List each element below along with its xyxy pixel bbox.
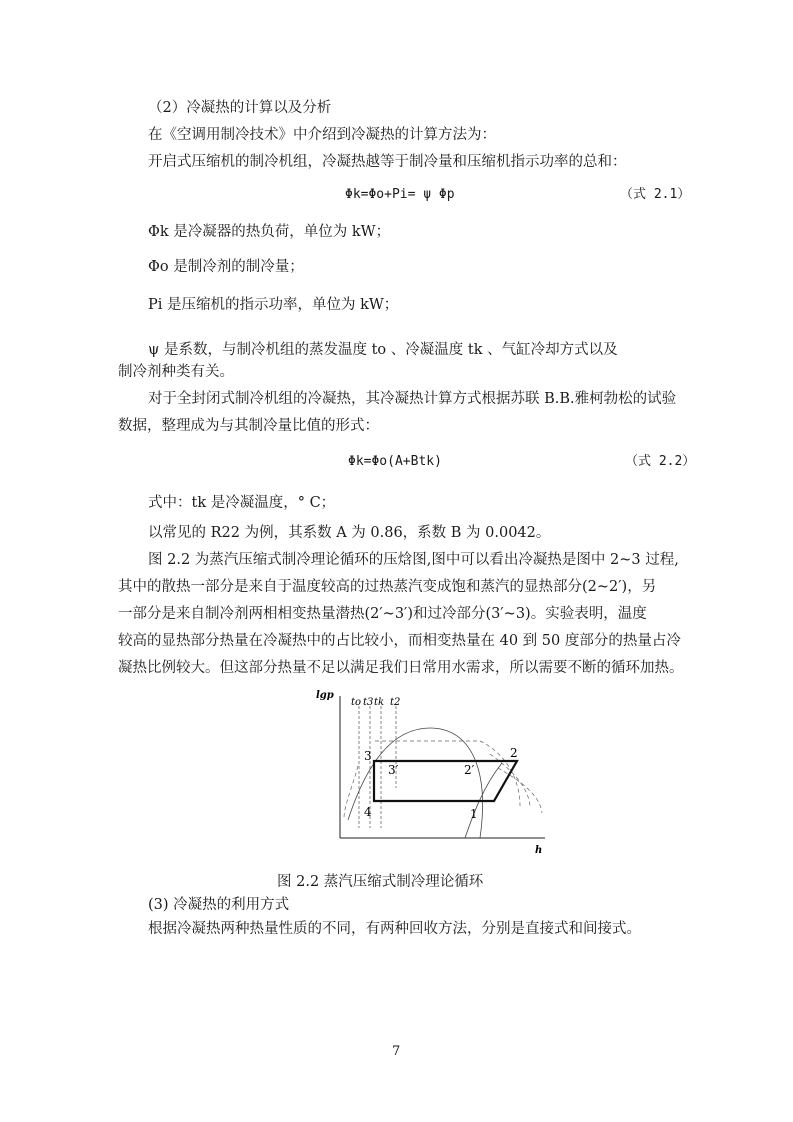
equation-2-1: Φk=Φo+Pi= ψ Φp [345, 187, 455, 202]
equation-2-1-label: （式 2.1） [620, 187, 691, 202]
definition-psi-line2: 制冷剂种类有关。 [118, 364, 234, 380]
definition-phi-k: Φk 是冷凝器的热负荷，单位为 kW； [148, 224, 391, 240]
point-label-3-prime: 3′ [388, 763, 399, 777]
paragraph-figure-line2: 其中的散热一部分是来自于温度较高的过热蒸汽变成饱和蒸汽的显热部分(2~2′)，另 [118, 579, 657, 595]
paragraph-recovery: 根据冷凝热两种热量性质的不同，有两种回收方法，分别是直接式和间接式。 [148, 921, 641, 937]
temp-label-t3: t3 [363, 697, 374, 708]
definition-pi: Pi 是压缩机的指示功率，单位为 kW； [148, 297, 399, 313]
dashed-superheat-3 [498, 768, 542, 813]
definition-psi-line1: ψ 是系数，与制冷机组的蒸发温度 to 、冷凝温度 tk 、气缸冷却方式以及 [148, 342, 618, 358]
paragraph-open-compressor: 开启式压缩机的制冷机组，冷凝热越等于制冷量和压缩机指示功率的总和： [148, 154, 627, 170]
paragraph-figure-line4: 较高的显热部分热量在冷凝热中的占比较小，而相变热量在 40 到 50 度部分的热量占冷 [118, 633, 681, 649]
paragraph-hermetic-line2: 数据，整理成为与其制冷量比值的形式： [118, 418, 379, 434]
section-heading: （2）冷凝热的计算以及分析 [148, 100, 332, 116]
point-label-2: 2 [510, 746, 518, 760]
y-axis-label: lgp [316, 690, 334, 701]
temp-label-tk: tk [374, 697, 385, 708]
page-number: 7 [392, 1044, 401, 1059]
saturation-dome [348, 728, 483, 838]
paragraph-intro: 在《空调用制冷技术》中介绍到冷凝热的计算方法为： [148, 127, 496, 143]
point-label-4: 4 [364, 805, 372, 819]
ph-diagram [316, 688, 550, 858]
paragraph-figure-line3: 一部分是来自制冷剂两相相变热量潜热(2′~3′)和过冷部分(3′~3)。实验表明，温度 [118, 606, 647, 622]
point-label-3: 3 [364, 749, 372, 763]
point-label-2-prime: 2′ [464, 763, 475, 777]
paragraph-figure-line5: 凝热比例较大。但这部分热量不足以满足我们日常用水需求，所以需要不断的循环加热。 [118, 660, 684, 676]
x-axis-label: h [535, 845, 543, 856]
where-clause: 式中：tk 是冷凝温度，° C； [148, 495, 336, 511]
equation-2-2: Φk=Φo(A+Btk) [348, 454, 442, 469]
figure-caption: 图 2.2 蒸汽压缩式制冷理论循环 [277, 874, 484, 890]
equation-2-2-label: （式 2.2） [625, 454, 696, 469]
temp-label-t2: t2 [390, 697, 401, 708]
temp-label-to: to [351, 697, 362, 708]
paragraph-figure-line1: 图 2.2 为蒸汽压缩式制冷理论循环的压焓图,图中可以看出冷凝热是图中 2~3 过程, [148, 552, 679, 568]
definition-phi-o: Φo 是制冷剂的制冷量； [148, 259, 304, 275]
section3-heading: (3) 冷凝热的利用方式 [148, 897, 290, 913]
point-label-1: 1 [470, 807, 478, 821]
example-r22: 以常见的 R22 为例，其系数 A 为 0.86，系数 B 为 0.0042。 [148, 525, 551, 541]
paragraph-hermetic-line1: 对于全封闭式制冷机组的冷凝热，其冷凝热计算方式根据苏联 B.B.雅柯勃松的试验 [148, 391, 677, 407]
